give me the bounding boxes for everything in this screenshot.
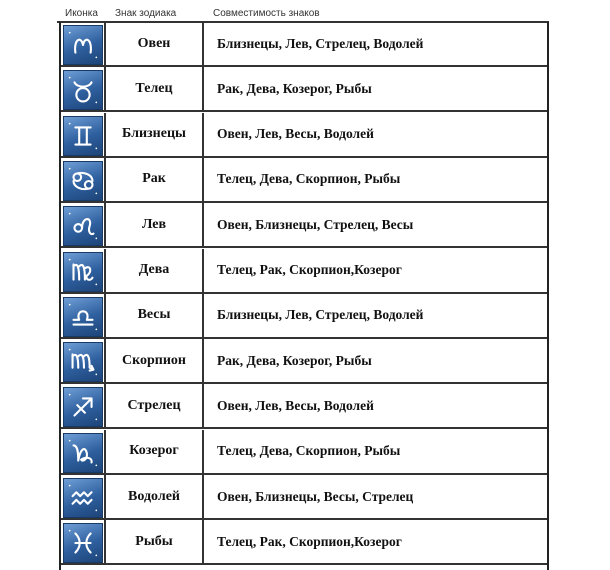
column-divider [202,384,204,429]
column-divider [202,475,204,520]
compatibility-text: Рак, Дева, Козерог, Рыбы [217,352,372,368]
compatibility-text: Овен, Лев, Весы, Водолей [217,397,374,413]
column-divider [202,294,204,339]
pisces-icon [63,523,103,563]
compatibility-text: Овен, Близнецы, Весы, Стрелец [217,488,414,504]
compatibility-text: Телец, Рак, Скорпион,Козерог [217,262,402,277]
sign-name: Телец [135,80,173,96]
header-icon-label: Иконка [65,8,98,19]
table-row [61,158,547,203]
aquarius-icon [63,478,103,518]
column-divider [104,203,106,248]
table-row [61,203,547,248]
compatibility-text: Близнецы, Лев, Стрелец, Водолей [217,307,424,323]
column-divider [104,339,106,384]
table-row [61,384,547,429]
table-row [61,430,547,475]
table-row [61,67,547,112]
table-row [61,22,547,67]
compatibility-text: Телец, Рак, Скорпион,Козерог [217,533,402,549]
scorpio-icon [63,342,103,382]
compatibility-text: Овен, Близнецы, Стрелец, Весы [217,216,414,232]
table-row [61,520,547,565]
column-divider [104,249,106,294]
column-divider [104,475,106,520]
table-row [61,339,547,384]
sign-name: Водолей [128,488,180,504]
leo-icon [63,206,103,246]
sign-name: Рыбы [135,533,173,549]
libra-icon [63,297,103,337]
column-divider [202,339,204,384]
column-divider [202,249,204,294]
sign-name: Дева [138,262,170,277]
row-divider [61,563,547,565]
sign-name: Скорпион [122,352,186,368]
cancer-icon [63,161,103,201]
header-sign-label: Знак зодиака [115,8,177,19]
column-divider [202,520,204,565]
compatibility-text: Близнецы, Лев, Стрелец, Водолей [217,35,424,51]
taurus-icon [63,70,103,110]
sign-name: Стрелец [127,397,181,413]
column-divider [104,67,106,112]
compatibility-text: Телец, Дева, Скорпион, Рыбы [217,171,401,187]
compatibility-text: Телец, Дева, Скорпион, Рыбы [217,443,401,459]
header-compatibility-label: Совместимость знаков [213,8,320,19]
column-divider [202,67,204,112]
compatibility-text: Рак, Дева, Козерог, Рыбы [217,80,372,96]
table-row [61,249,547,294]
column-divider [104,22,106,67]
compatibility-text: Овен, Лев, Весы, Водолей [217,126,374,142]
column-divider [104,520,106,565]
column-divider [202,22,204,67]
column-divider [202,203,204,248]
sign-name: Овен [137,35,171,51]
capricorn-icon [63,433,103,473]
table-row [61,475,547,520]
sign-name: Козерог [129,443,179,459]
sign-name: Весы [137,307,171,323]
column-divider [202,113,204,158]
table-row [61,294,547,339]
column-divider [202,158,204,203]
virgo-icon [63,252,103,292]
sign-name: Рак [142,171,166,187]
gemini-icon [63,116,103,156]
table-row [61,113,547,158]
aries-icon [63,25,103,65]
table-header [59,4,549,22]
sagittarius-icon [63,387,103,427]
column-divider [104,384,106,429]
column-divider [104,430,106,475]
column-divider [104,113,106,158]
column-divider [202,430,204,475]
sign-name: Лев [141,216,167,232]
sign-name: Близнецы [122,126,186,142]
zodiac-table [59,22,549,570]
column-divider [104,294,106,339]
column-divider [104,158,106,203]
